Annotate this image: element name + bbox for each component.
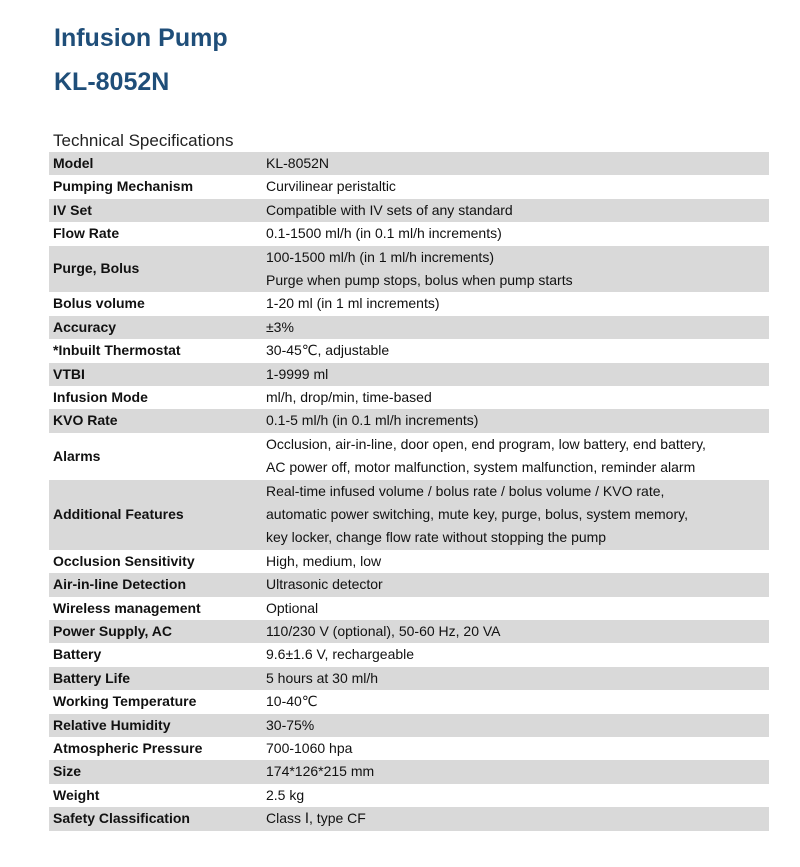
spec-row — [49, 690, 769, 713]
spec-label-cell — [49, 784, 259, 807]
spec-label-cell — [49, 246, 259, 293]
spec-label-cell — [49, 199, 259, 222]
spec-value-line: 700-1060 hpa — [266, 740, 353, 757]
spec-value-cell — [259, 246, 769, 293]
spec-label-cell — [49, 807, 259, 830]
spec-label: IV Set — [53, 201, 92, 218]
spec-value-cell — [259, 409, 769, 432]
spec-table — [49, 152, 769, 831]
spec-label-cell — [49, 363, 259, 386]
spec-value-line: Optional — [266, 599, 319, 616]
spec-value-cell — [259, 737, 769, 760]
spec-label-cell — [49, 409, 259, 432]
spec-label: Relative Humidity — [53, 716, 171, 733]
spec-label: Air-in-line Detection — [53, 576, 187, 593]
spec-label: Working Temperature — [53, 693, 197, 710]
spec-value-cell — [259, 386, 769, 409]
spec-row — [49, 199, 769, 222]
spec-row — [49, 760, 769, 783]
spec-label: Battery Life — [53, 669, 131, 686]
spec-label: Weight — [53, 786, 100, 803]
spec-label: Alarms — [53, 447, 101, 464]
spec-row — [49, 316, 769, 339]
spec-value-cell — [259, 292, 769, 315]
spec-table-body — [49, 152, 769, 831]
spec-value-cell — [259, 480, 769, 550]
spec-label-cell — [49, 573, 259, 596]
spec-value-cell — [259, 597, 769, 620]
spec-value-line: KL-8052N — [266, 155, 330, 171]
spec-label-cell — [49, 667, 259, 690]
spec-value-cell — [259, 550, 769, 573]
spec-label-cell — [49, 714, 259, 737]
spec-label: KVO Rate — [53, 412, 118, 429]
spec-label: Power Supply, AC — [53, 623, 173, 640]
spec-row — [49, 175, 769, 198]
spec-label-cell — [49, 737, 259, 760]
spec-value-line: 30-45℃, adjustable — [266, 342, 390, 359]
spec-label: Accuracy — [53, 318, 117, 335]
spec-value-cell — [259, 363, 769, 386]
spec-label: Occlusion Sensitivity — [53, 552, 195, 569]
spec-value-cell — [259, 316, 769, 339]
spec-value-line: AC power off, motor malfunction, system malfunction, reminder alarm — [266, 459, 696, 476]
spec-value-line: 110/230 V (optional), 50-60 Hz, 20 VA — [266, 623, 501, 640]
spec-row — [49, 292, 769, 315]
spec-label: Wireless management — [53, 599, 201, 616]
spec-label: Infusion Mode — [53, 389, 148, 406]
spec-label: Pumping Mechanism — [53, 178, 194, 195]
spec-value-line: Class Ⅰ, type CF — [266, 810, 366, 827]
spec-value-cell — [259, 339, 769, 362]
spec-row — [49, 597, 769, 620]
spec-value-line: Real-time infused volume / bolus rate / bolus volume / KVO rate, — [266, 482, 665, 499]
spec-value-line: Compatible with IV sets of any standard — [266, 201, 513, 218]
spec-value-cell — [259, 643, 769, 666]
spec-row — [49, 573, 769, 596]
spec-value-line: 2.5 kg — [266, 786, 305, 803]
spec-row — [49, 667, 769, 690]
spec-value-line: 1-20 ml (in 1 ml increments) — [266, 295, 440, 312]
spec-label: Size — [53, 763, 82, 780]
spec-value-cell — [259, 760, 769, 783]
section-heading: Technical Specifications — [53, 131, 234, 150]
spec-row — [49, 363, 769, 386]
spec-value-cell — [259, 620, 769, 643]
spec-label-cell — [49, 597, 259, 620]
spec-value-line: 0.1-5 ml/h (in 0.1 ml/h increments) — [266, 412, 479, 429]
spec-value-line: Ultrasonic detector — [266, 576, 383, 593]
spec-value-line: 0.1-1500 ml/h (in 0.1 ml/h increments) — [266, 225, 502, 242]
spec-row — [49, 433, 769, 480]
spec-label: Flow Rate — [53, 225, 120, 242]
spec-value-line: Purge when pump stops, bolus when pump starts — [266, 272, 573, 289]
spec-label-cell — [49, 550, 259, 573]
spec-label-cell — [49, 222, 259, 245]
spec-label-cell — [49, 292, 259, 315]
spec-label-cell — [49, 152, 259, 175]
page-title: Infusion Pump — [54, 24, 228, 52]
spec-value-line: 30-75% — [266, 716, 315, 733]
spec-value-cell — [259, 199, 769, 222]
spec-row — [49, 152, 769, 175]
spec-label: Battery — [53, 646, 102, 663]
spec-label-cell — [49, 316, 259, 339]
spec-value-cell — [259, 667, 769, 690]
spec-label-cell — [49, 480, 259, 550]
spec-row — [49, 409, 769, 432]
spec-label-cell — [49, 175, 259, 198]
spec-row — [49, 480, 769, 550]
spec-value-cell — [259, 807, 769, 830]
spec-row — [49, 807, 769, 830]
spec-label: Bolus volume — [53, 295, 145, 312]
spec-row — [49, 714, 769, 737]
spec-label: Additional Features — [53, 506, 184, 522]
spec-value-cell — [259, 714, 769, 737]
spec-value-cell — [259, 784, 769, 807]
spec-label: VTBI — [53, 365, 85, 382]
spec-value-cell — [259, 152, 769, 175]
spec-value-line: 9.6±1.6 V, rechargeable — [266, 646, 415, 663]
spec-value-cell — [259, 175, 769, 198]
spec-label: Safety Classification — [53, 810, 190, 827]
spec-label-cell — [49, 760, 259, 783]
spec-value-line: High, medium, low — [266, 552, 382, 569]
spec-row — [49, 246, 769, 293]
spec-row — [49, 339, 769, 362]
spec-value-line: Curvilinear peristaltic — [266, 178, 396, 195]
spec-value-cell — [259, 222, 769, 245]
spec-label: Model — [53, 155, 94, 171]
spec-label-cell — [49, 386, 259, 409]
spec-value-line: 10-40℃ — [266, 693, 318, 710]
spec-value-line: ml/h, drop/min, time-based — [266, 389, 432, 406]
spec-label: Purge, Bolus — [53, 260, 140, 277]
spec-row — [49, 620, 769, 643]
spec-label: *Inbuilt Thermostat — [53, 342, 181, 359]
spec-value-line: 174*126*215 mm — [266, 763, 375, 780]
spec-row — [49, 643, 769, 666]
spec-label-cell — [49, 433, 259, 480]
spec-label: Atmospheric Pressure — [53, 740, 203, 757]
spec-value-line: automatic power switching, mute key, purge, bolus, system memory, — [266, 506, 688, 523]
spec-row — [49, 784, 769, 807]
spec-label-cell — [49, 620, 259, 643]
spec-value-line: 100-1500 ml/h (in 1 ml/h increments) — [266, 248, 494, 265]
spec-value-line: key locker, change flow rate without stopping the pump — [266, 529, 607, 546]
model-title: KL-8052N — [54, 68, 170, 96]
spec-label-cell — [49, 690, 259, 713]
spec-value-line: ±3% — [266, 318, 294, 335]
spec-value-cell — [259, 433, 769, 480]
spec-value-cell — [259, 690, 769, 713]
spec-value-line: Occlusion, air-in-line, door open, end program, low battery, end battery, — [266, 435, 706, 452]
spec-row — [49, 222, 769, 245]
spec-row — [49, 737, 769, 760]
spec-value-line: 5 hours at 30 ml/h — [266, 669, 379, 686]
spec-label-cell — [49, 339, 259, 362]
spec-value-cell — [259, 573, 769, 596]
spec-label-cell — [49, 643, 259, 666]
spec-row — [49, 386, 769, 409]
spec-value-line: 1-9999 ml — [266, 365, 329, 382]
spec-row — [49, 550, 769, 573]
